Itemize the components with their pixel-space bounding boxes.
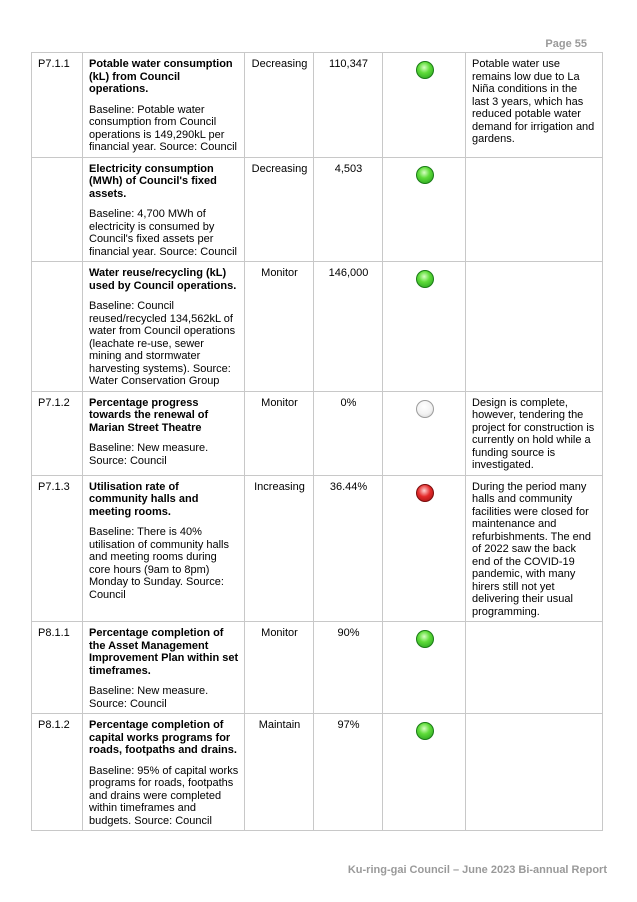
- measure-result: 110,347: [314, 53, 383, 158]
- measure-title: Potable water consumption (kL) from Council operations.: [89, 58, 233, 95]
- measure-comment: [466, 622, 603, 714]
- measure-trend: Monitor: [245, 622, 314, 714]
- green-status-light-icon: [416, 61, 434, 79]
- measure-code: P8.1.1: [32, 622, 83, 714]
- measure-code: P7.1.2: [32, 391, 83, 475]
- measure-description: [83, 262, 245, 392]
- report-footer: Ku-ring-gai Council – June 2023 Bi-annual Report: [347, 864, 607, 876]
- measure-trend: Decreasing: [245, 53, 314, 158]
- measure-result: 0%: [314, 391, 383, 475]
- measure-baseline: Baseline: Council reused/recycled 134,562kL of water from Council operations (leachate re-use, sewer mining and stormwater harvesting systems). Source: Water Conservation Group: [89, 300, 236, 387]
- measure-result: 4,503: [314, 157, 383, 262]
- measure-baseline: Baseline: There is 40% utilisation of community halls and meeting rooms during core hours (9am to 8pm) Monday to Sunday. Source: Council: [89, 526, 230, 601]
- measure-description: [83, 157, 245, 262]
- table-row: [32, 475, 603, 622]
- table-row: [32, 391, 603, 475]
- measure-trend: Maintain: [245, 714, 314, 831]
- measure-trend: Decreasing: [245, 157, 314, 262]
- measure-status: [383, 262, 466, 392]
- measure-result: 36.44%: [314, 475, 383, 622]
- measure-status: [383, 391, 466, 475]
- measure-description: [83, 391, 245, 475]
- green-status-light-icon: [416, 722, 434, 740]
- green-status-light-icon: [416, 166, 434, 184]
- table-row: [32, 262, 603, 392]
- measure-comment: [466, 157, 603, 262]
- red-status-light-icon: [416, 484, 434, 502]
- measure-baseline: Baseline: Potable water consumption from Council operations is 149,290kL per financial year. Source: Council: [89, 103, 237, 153]
- measure-title: Electricity consumption (MWh) of Council's fixed assets.: [89, 162, 217, 200]
- measure-status: [383, 157, 466, 262]
- measure-title: Percentage progress towards the renewal of Marian Street Theatre: [89, 396, 209, 434]
- measure-code: P7.1.1: [32, 53, 83, 158]
- measure-comment: During the period many halls and community facilities were closed for maintenance and refurbishments. The end of 2022 saw the back end of the COVID-19 pandemic, with many hirers still not yet delivering their usual programming.: [466, 475, 603, 622]
- table-row: [32, 157, 603, 262]
- measure-code: [32, 262, 83, 392]
- measure-comment: Potable water use remains low due to La Niña conditions in the last 3 years, which has reduced potable water demand for irrigation and gardens.: [466, 53, 603, 158]
- page-number: Page 55: [545, 38, 587, 50]
- measure-title: Utilisation rate of community halls and meeting rooms.: [89, 480, 199, 518]
- measure-result: 97%: [314, 714, 383, 831]
- green-status-light-icon: [416, 630, 434, 648]
- measure-title: Percentage completion of the Asset Management Improvement Plan within set timeframes.: [89, 627, 239, 677]
- measure-status: [383, 53, 466, 158]
- measure-status: [383, 622, 466, 714]
- measure-baseline: Baseline: New measure. Source: Council: [89, 685, 209, 710]
- measure-baseline: Baseline: 4,700 MWh of electricity is consumed by Council's fixed assets per financial year. Source: Council: [89, 208, 237, 258]
- measure-description: [83, 475, 245, 622]
- table-row: [32, 53, 603, 158]
- measure-description: [83, 53, 245, 158]
- measure-comment: Design is complete, however, tendering the project for construction is currently on hold while a funding source is investigated.: [466, 391, 603, 475]
- measure-code: P7.1.3: [32, 475, 83, 622]
- measure-trend: Monitor: [245, 391, 314, 475]
- measure-result: 146,000: [314, 262, 383, 392]
- table-row: [32, 622, 603, 714]
- kpi-table: [31, 52, 603, 831]
- grey-status-light-icon: [416, 400, 434, 418]
- measure-baseline: Baseline: 95% of capital works programs for roads, footpaths and drains were completed within timeframes and budgets. Source: Council: [89, 764, 239, 827]
- green-status-light-icon: [416, 270, 434, 288]
- table-row: [32, 714, 603, 831]
- measure-title: Percentage completion of capital works programs for roads, footpaths and drains.: [89, 719, 237, 756]
- measure-code: [32, 157, 83, 262]
- measure-trend: Monitor: [245, 262, 314, 392]
- measure-description: [83, 622, 245, 714]
- measure-code: P8.1.2: [32, 714, 83, 831]
- measure-baseline: Baseline: New measure. Source: Council: [89, 442, 209, 467]
- measure-trend: Increasing: [245, 475, 314, 622]
- measure-result: 90%: [314, 622, 383, 714]
- measure-title: Water reuse/recycling (kL) used by Council operations.: [89, 267, 237, 292]
- measure-comment: [466, 714, 603, 831]
- measure-status: [383, 475, 466, 622]
- measure-status: [383, 714, 466, 831]
- measure-description: [83, 714, 245, 831]
- measure-comment: [466, 262, 603, 392]
